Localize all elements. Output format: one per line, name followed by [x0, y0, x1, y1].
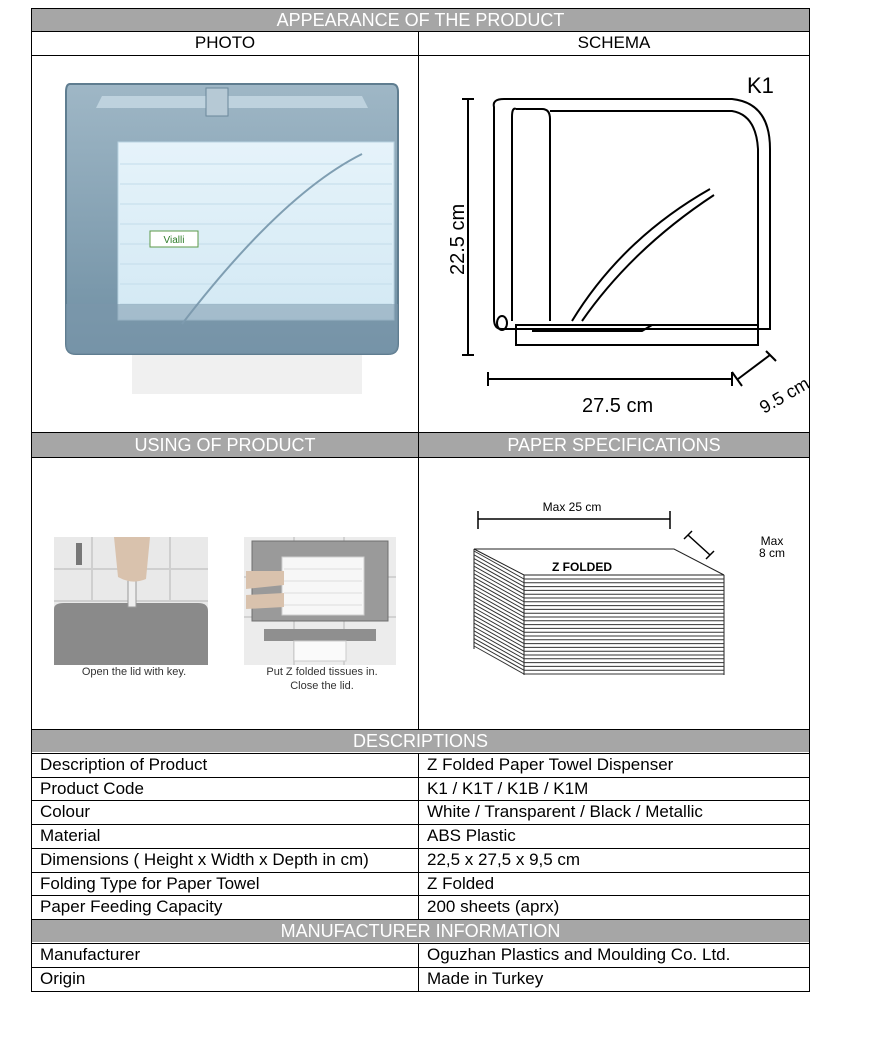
divider [32, 432, 809, 433]
product-spec-sheet [31, 8, 813, 992]
spec-value: Made in Turkey [427, 969, 544, 988]
descriptions-section-header: DESCRIPTIONS [32, 730, 809, 752]
spec-value: Z Folded Paper Towel Dispenser [427, 755, 674, 774]
spec-value: Oguzhan Plastics and Moulding Co. Ltd. [427, 945, 731, 964]
spec-value: K1 / K1T / K1B / K1M [427, 778, 589, 798]
schema-column-header: SCHEMA [577, 33, 651, 52]
open-lid-illustration [54, 537, 208, 665]
height-dimension: 22.5 cm [447, 203, 469, 275]
spec-value: 200 sheets (aprx) [427, 897, 560, 917]
max-height-label-line2: 8 cm [758, 546, 786, 560]
photo-column-header: PHOTO [194, 33, 256, 52]
insert-tissue-illustration [244, 537, 396, 665]
spec-label: Dimensions ( Height x Width x Depth in cm) [40, 849, 369, 869]
divider [32, 457, 809, 458]
model-code: K1 [747, 73, 774, 98]
insert-tissue-caption-line2: Close the lid. [290, 680, 354, 692]
appearance-section-header: APPEARANCE OF THE PRODUCT [32, 9, 809, 31]
max-height-label-line1: Max [760, 534, 784, 548]
spec-value: White / Transparent / Black / Metallic [427, 802, 703, 822]
paper-specs-section-header: PAPER SPECIFICATIONS [419, 433, 809, 457]
insert-tissue-caption-line1: Put Z folded tissues in. [266, 666, 378, 678]
brand-logo: Vialli [163, 235, 185, 246]
paper-stack-drawing [462, 499, 802, 699]
spec-value: Z Folded [427, 873, 495, 893]
manufacturer-section-header: MANUFACTURER INFORMATION [32, 920, 809, 942]
spec-label: Paper Feeding Capacity [40, 897, 223, 917]
spec-label: Material [40, 826, 101, 846]
spec-label: Folding Type for Paper Towel [40, 873, 260, 893]
spec-value: 22,5 x 27,5 x 9,5 cm [427, 849, 581, 869]
using-section-header: USING OF PRODUCT [32, 433, 418, 457]
open-lid-caption: Open the lid with key. [81, 666, 187, 678]
depth-dimension: 9.5 cm [756, 373, 813, 418]
spec-label: Origin [40, 969, 86, 988]
z-folded-label: Z FOLDED [552, 560, 612, 574]
spec-label: Manufacturer [40, 945, 141, 964]
spec-value: ABS Plastic [427, 826, 516, 846]
row-divider [32, 824, 809, 825]
max-width-label: Max 25 cm [542, 500, 602, 514]
row-divider [32, 967, 809, 968]
row-divider [32, 777, 809, 778]
divider [32, 55, 809, 56]
product-photo [62, 74, 400, 394]
column-divider [418, 753, 419, 919]
spec-label: Description of Product [40, 755, 208, 774]
spec-label: Product Code [40, 778, 144, 798]
width-dimension: 27.5 cm [582, 395, 654, 417]
dimension-schema [432, 89, 813, 429]
column-divider [418, 32, 419, 729]
column-divider [418, 943, 419, 991]
spec-label: Colour [40, 802, 91, 822]
